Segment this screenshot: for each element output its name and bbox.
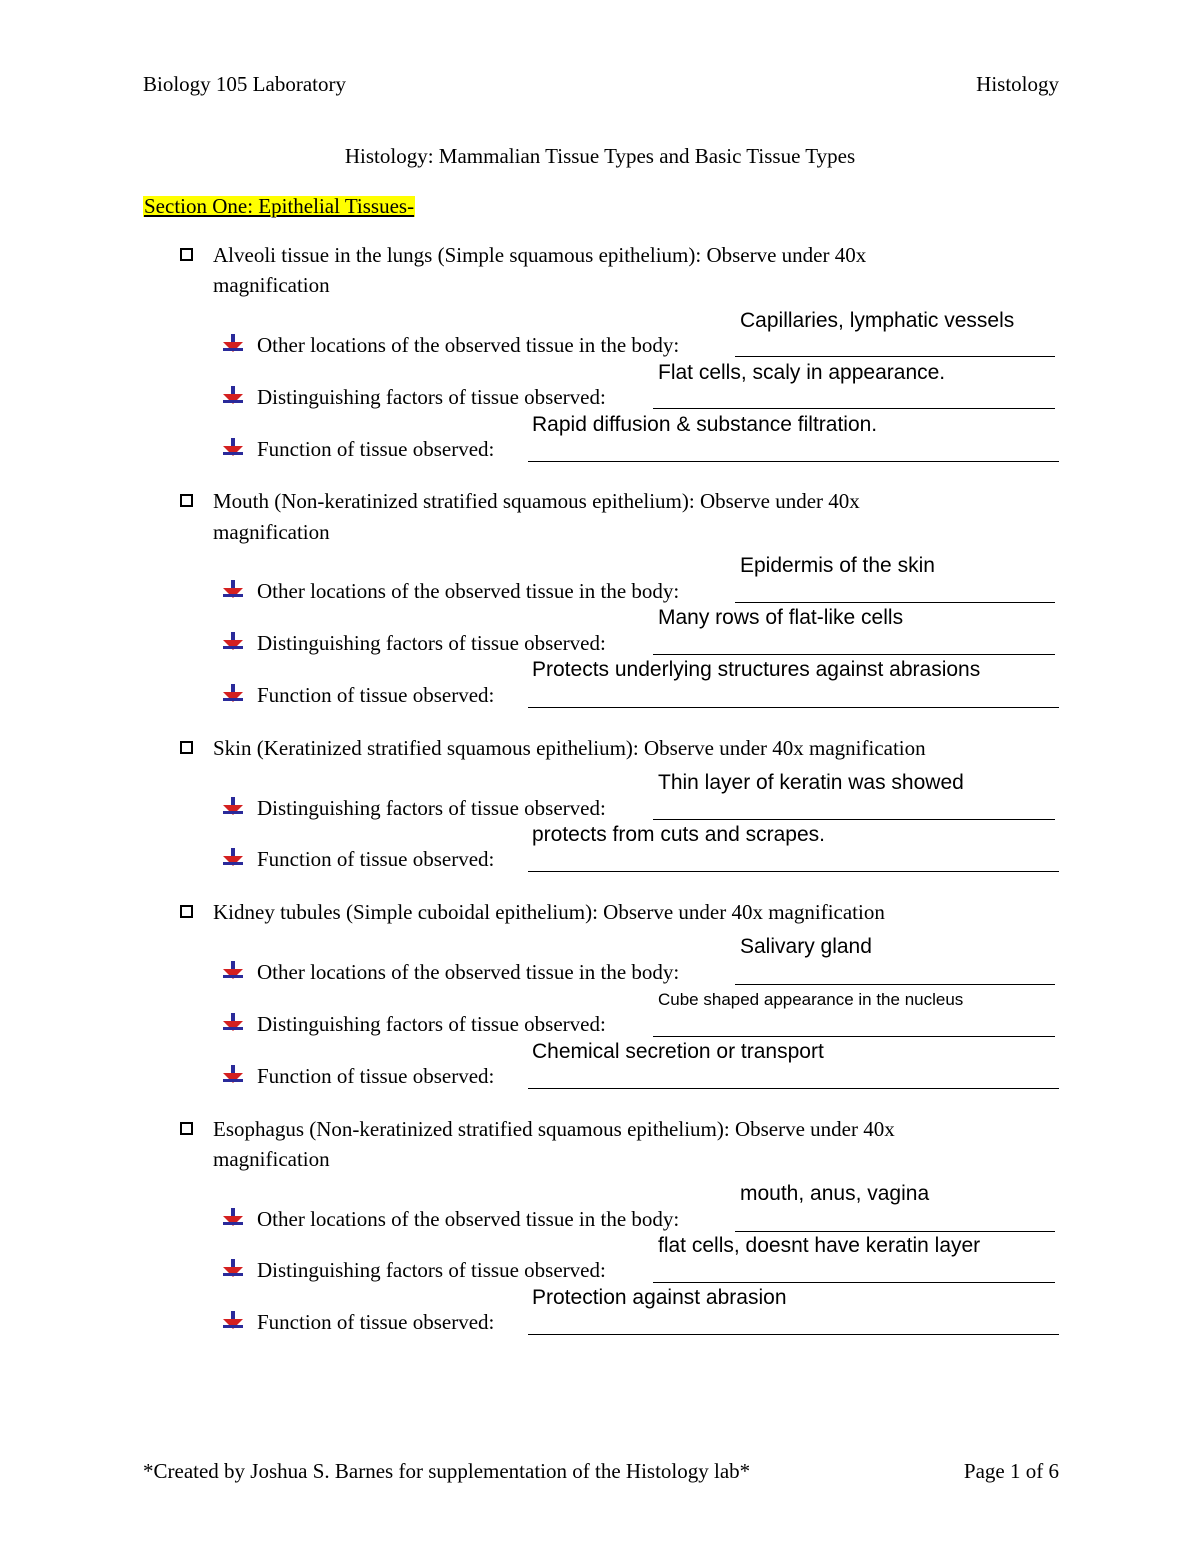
arrow-bullet-icon <box>220 437 246 459</box>
document-title: Histology: Mammalian Tissue Types and Basic Tissue Types <box>344 144 856 168</box>
arrow-bullet-icon <box>220 960 246 982</box>
field-label: Other locations of the observed tissue in the body: <box>257 333 680 357</box>
field-label: Function of tissue observed: <box>257 437 495 461</box>
arrow-bullet-icon <box>220 683 246 705</box>
field-label: Function of tissue observed: <box>257 683 495 707</box>
answer-distinguishing[interactable]: flat cells, doesnt have keratin layer <box>658 1234 981 1257</box>
answer-line <box>735 602 1055 603</box>
answer-line <box>735 1231 1055 1232</box>
field-label: Distinguishing factors of tissue observed: <box>257 385 606 409</box>
item-title: Esophagus (Non-keratinized stratified squamous epithelium): Observe under 40x <box>213 1117 895 1141</box>
item-title-continued: magnification <box>213 520 330 544</box>
answer-line <box>653 654 1055 655</box>
answer-other-locations[interactable]: Epidermis of the skin <box>740 554 935 577</box>
answer-line <box>653 1036 1055 1037</box>
answer-distinguishing[interactable]: Thin layer of keratin was showed <box>658 771 964 794</box>
item-title-continued: magnification <box>213 273 330 297</box>
field-label: Function of tissue observed: <box>257 1064 495 1088</box>
answer-line <box>528 871 1059 872</box>
header-course: Biology 105 Laboratory <box>143 72 346 96</box>
page-number: Page 1 of 6 <box>963 1459 1059 1483</box>
arrow-bullet-icon <box>220 1012 246 1034</box>
answer-line <box>735 356 1055 357</box>
field-label: Distinguishing factors of tissue observed: <box>257 1258 606 1282</box>
answer-line <box>528 1334 1059 1335</box>
checkbox-icon[interactable] <box>180 494 193 507</box>
field-label: Distinguishing factors of tissue observed: <box>257 1012 606 1036</box>
field-label: Function of tissue observed: <box>257 847 495 871</box>
item-title: Alveoli tissue in the lungs (Simple squamous epithelium): Observe under 40x <box>213 243 867 267</box>
answer-line <box>653 408 1055 409</box>
header-topic: Histology <box>976 72 1059 96</box>
item-title: Kidney tubules (Simple cuboidal epithelium): Observe under 40x magnification <box>213 900 885 924</box>
answer-distinguishing[interactable]: Many rows of flat-like cells <box>658 606 904 629</box>
answer-function[interactable]: Protects underlying structures against abrasions <box>532 658 981 681</box>
field-label: Function of tissue observed: <box>257 1310 495 1334</box>
section-heading: Section One: Epithelial Tissues- <box>144 194 415 218</box>
arrow-bullet-icon <box>220 579 246 601</box>
arrow-bullet-icon <box>220 1064 246 1086</box>
arrow-bullet-icon <box>220 385 246 407</box>
answer-other-locations[interactable]: mouth, anus, vagina <box>740 1182 930 1205</box>
checkbox-icon[interactable] <box>180 1122 193 1135</box>
answer-other-locations[interactable]: Salivary gland <box>740 935 872 958</box>
answer-function[interactable]: Rapid diffusion & substance filtration. <box>532 413 878 436</box>
checkbox-icon[interactable] <box>180 248 193 261</box>
arrow-bullet-icon <box>220 333 246 355</box>
answer-distinguishing[interactable]: Cube shaped appearance in the nucleus <box>658 990 964 1009</box>
field-label: Other locations of the observed tissue in the body: <box>257 1207 680 1231</box>
item-title: Mouth (Non-keratinized stratified squamous epithelium): Observe under 40x <box>213 489 860 513</box>
field-label: Other locations of the observed tissue in the body: <box>257 579 680 603</box>
arrow-bullet-icon <box>220 631 246 653</box>
answer-distinguishing[interactable]: Flat cells, scaly in appearance. <box>658 361 946 384</box>
field-label: Distinguishing factors of tissue observed: <box>257 631 606 655</box>
answer-line <box>528 461 1059 462</box>
answer-function[interactable]: protects from cuts and scrapes. <box>532 823 825 846</box>
answer-other-locations[interactable]: Capillaries, lymphatic vessels <box>740 309 1015 332</box>
answer-line <box>528 707 1059 708</box>
field-label: Other locations of the observed tissue in the body: <box>257 960 680 984</box>
footer-credit: *Created by Joshua S. Barnes for supplementation of the Histology lab* <box>143 1459 751 1483</box>
answer-line <box>735 984 1055 985</box>
checkbox-icon[interactable] <box>180 741 193 754</box>
answer-function[interactable]: Chemical secretion or transport <box>532 1040 824 1063</box>
arrow-bullet-icon <box>220 1310 246 1332</box>
checkbox-icon[interactable] <box>180 905 193 918</box>
arrow-bullet-icon <box>220 796 246 818</box>
answer-line <box>653 819 1055 820</box>
arrow-bullet-icon <box>220 1207 246 1229</box>
item-title-continued: magnification <box>213 1147 330 1171</box>
field-label: Distinguishing factors of tissue observed: <box>257 796 606 820</box>
arrow-bullet-icon <box>220 847 246 869</box>
answer-line <box>528 1088 1059 1089</box>
arrow-bullet-icon <box>220 1258 246 1280</box>
answer-function[interactable]: Protection against abrasion <box>532 1286 787 1309</box>
answer-line <box>653 1282 1055 1283</box>
item-title: Skin (Keratinized stratified squamous epithelium): Observe under 40x magnification <box>213 736 926 760</box>
